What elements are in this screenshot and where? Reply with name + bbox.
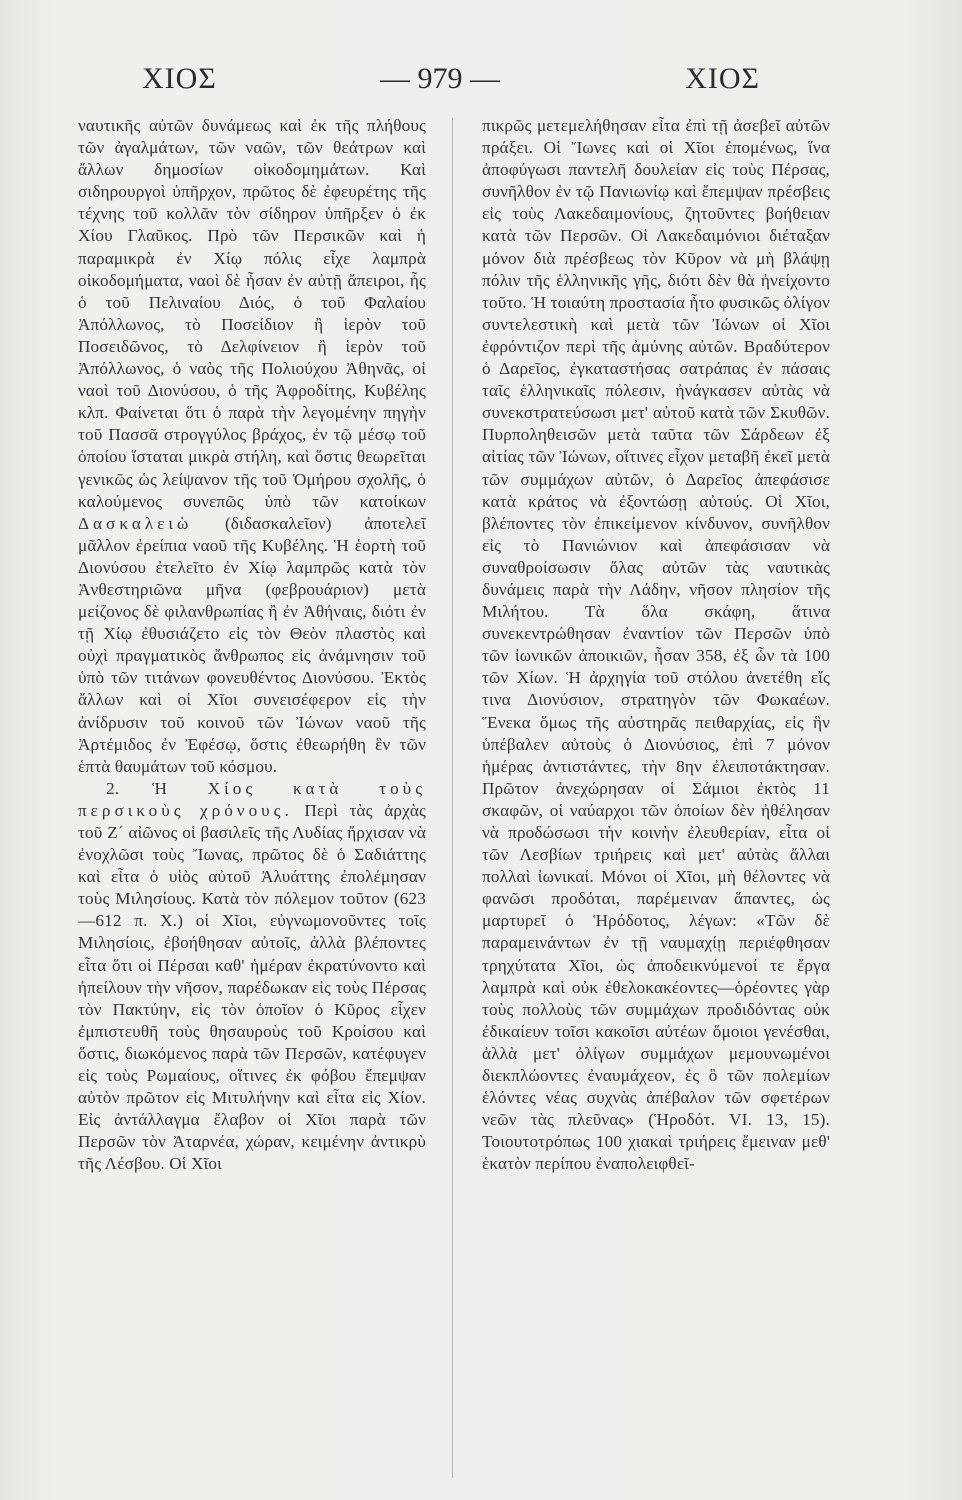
section-number: 2. — [106, 778, 120, 798]
right-column — [482, 115, 830, 1176]
page-header — [80, 62, 850, 106]
left-text-1-rest: (διδασκαλεῖον) ἀποτελεῖ μᾶλλον ἐρείπια ναοῦ τῆς Κυβέλης. Ἡ ἑορτὴ τοῦ Διονύσου ἐτελεῖτο ἐν Χίῳ λαμπρῶς κατὰ τὸν Ἀνθεστηριῶνα μῆνα (φεβρουάριον) μετὰ μείζονος δὲ φιλανθρωπίας ἢ ἐν Ἀθήναις, διότι ἐν τῇ Χίῳ ἐθυσιάζετο εἰς τὸν Θεὸν πλαστὸς καὶ οὐχὶ πραγματικὸς ἄνθρωπος εἰς ἀνάμνησιν τοῦ ὑπὸ τῶν τιτάνων φονευθέντος Διονύσου. Ἐκτὸς ἄλλων καὶ οἱ Χῖοι συνεισέφερον εἰς τὴν ἀνίδρυσιν τοῦ κοινοῦ τῶν Ἰώνων ναοῦ τῆς Ἀρτέμιδος ἐν Ἐφέσῳ, ὅστις ἐθεωρήθη ἓν τῶν ἑπτὰ θαυμάτων τοῦ κόσμου. — [78, 513, 427, 776]
left-column — [78, 115, 426, 1176]
page-number: — 979 — — [380, 62, 500, 95]
left-paragraph-1 — [78, 115, 426, 778]
column-divider — [452, 118, 453, 1478]
header-title-right: ΧΙΟΣ — [685, 62, 760, 95]
right-paragraph-1 — [482, 115, 830, 1176]
left-paragraph-2 — [78, 778, 426, 1176]
left-spaced-term: Δασκαλειὼ — [78, 513, 193, 533]
right-text-1: πικρῶς μετεμελήθησαν εἶτα ἐπὶ τῇ ἀσεβεῖ αὐτῶν πράξει. Οἱ Ἴωνες καὶ οἱ Χῖοι ἐπομένως, ἵνα ἀποφύγωσι παντελῆ δουλείαν εἰς τοὺς Πέρσας, συνῆλθον ἐν τῷ Πανιωνίῳ καὶ ἔπεμψαν πρέσβεις εἰς τοὺς Λακεδαιμονίους, ζητοῦντες βοήθειαν κατὰ τῶν Περσῶν. Οἱ Λακεδαιμόνιοι διέταξαν μόνον διὰ πρέσβεως τὸν Κῦρον νὰ μὴ βλάψῃ πόλιν τῆς ἑλληνικῆς γῆς, διότι δὲν θὰ ἠνείχοντο τοῦτο. Ἡ τοιαύτη προστασία ἦτο φυσικῶς ὀλίγον συντελεστικὴ καὶ μετὰ τῶν Ἰώνων οἱ Χῖοι ἐφρόντιζον περὶ τῆς ἀμύνης αὐτῶν. Βραδύτερον ὁ Δαρεῖος, ἐγκαταστήσας σατράπας ἐν πάσαις ταῖς ἑλληνικαῖς πόλεσιν, ἠνάγκασεν αὐτὰς νὰ συνεκστρατεύσωσι μετ' αὐτοῦ κατὰ τῶν Σκυθῶν. Πυρποληθεισῶν μετὰ ταῦτα τῶν Σάρδεων ἐξ αἰτίας τῶν Ἰώνων, οἵτινες εἶχον μεταβῆ ἐκεῖ μετὰ τῶν συμμάχων αὐτῶν, ὁ Δαρεῖος ἀπεφάσισε κατὰ κράτος νὰ ἐξοντώσῃ αὐτούς. Οἱ Χῖοι, βλέποντες τὸν ἐπικείμενον κίνδυνον, συνῆλθον εἰς τὸ Πανιώνιον καὶ ἀπεφάσισαν νὰ συναθροίσωσιν ὅλας αὐτῶν τὰς ναυτικὰς δυνάμεις παρὰ τὴν Λάδην, νῆσον πλησίον τῆς Μιλήτου. Τὰ ὅλα σκάφη, ἅτινα συνεκεντρώθησαν ἐναντίον τῶν Περσῶν ὑπὸ τῶν ἰωνικῶν ἀποικιῶν, ἦσαν 358, ἐξ ὧν τὰ 100 τῶν Χίων. Ἡ ἀρχηγία τοῦ στόλου ἀνετέθη εἴς τινα Διονύσιον, στρατηγὸν τῶν Φωκαέων. Ἕνεκα ὅμως τῆς αὐστηρᾶς πειθαρχίας, εἰς ἣν ὑπέβαλεν αὐτοὺς ὁ Διονύσιος, ἐπὶ 7 μόνον ἡμέρας ἀντιστάντες, τὴν 8ην ἐλειποτάκτησαν. Πρῶτον ἀνεχώρησαν οἱ Σάμιοι ἐκτὸς 11 σκαφῶν, οἱ ναύαρχοι τῶν ὁποίων δὲν ἠθέλησαν νὰ προδώσωσι τὴν κοινὴν ἐλευθερίαν, εἶτα οἱ τῶν Λεσβίων τριήρεις καὶ μετ' αὐτὰς ἄλλαι πολλαὶ ἰωνικαί. Μόνοι οἱ Χῖοι, μὴ θέλοντες νὰ φανῶσι προδόται, παρέμειναν ἅπαντες, ὡς μαρτυρεῖ ὁ Ἡρόδοτος, λέγων: «Τῶν δὲ παραμεινάντων ἐν τῇ ναυμαχίῃ περιέφθησαν τρηχύτατα Χῖοι, ὡς ἀποδεικνύμενοί τε ἔργα λαμπρὰ καὶ οὐκ ἐθελοκακέοντες—ὁρέοντες γὰρ τοὺς πολλοὺς τῶν συμμάχων προδιδόντας οὐκ ἐδικαίευν τοῖσι κακοῖσι αὐτέων ὅμοιοι γενέσθαι, ἀλλὰ μετ' ὀλίγων συμμάχων μεμουνωμένοι διεκπλώοντες ἐναυμάχεον, ἐς ὃ τῶν πολεμίων ἑλόντες νέας συχνὰς ἀπέβαλον τῶν σφετέρων νεῶν τὰς πλεῦνας» (Ἡροδότ. VI. 13, 15). Τοιουτοτρόπως 100 χιακαὶ τριήρεις ἔμειναν μεθ' ἑκατὸν περίπου ἐναπολειφθεῖ- — [482, 116, 830, 1174]
section-heading: Ἡ Χίος κατὰ τοὺς περσικοὺς χρόνους. — [78, 778, 426, 820]
header-title-left: ΧΙΟΣ — [142, 62, 217, 95]
left-text-2: Περὶ τὰς ἀρχὰς τοῦ Ζ´ αἰῶνος οἱ βασιλεῖς τῆς Λυδίας ἤρχισαν νὰ ἐνοχλῶσι τοὺς Ἴωνας, πρῶτος δὲ ὁ Σαδιάττης καὶ εἶτα ὁ υἱὸς αὐτοῦ Ἀλυάττης ἐπολέμησαν τοὺς Μιλησίους. Κατὰ τὸν πόλεμον τοῦτον (623—612 π. Χ.) οἱ Χῖοι, εὐγνωμονοῦντες τοῖς Μιλησίοις, ἐβοήθησαν αὐτοῖς, ἀλλὰ βλέποντες εἶτα ὅτι οἱ Πέρσαι καθ' ἡμέραν ἐκρατύνοντο καὶ ἠπείλουν τὴν νῆσον, παρέδωκαν εἰς τοὺς Πέρσας τὸν Πακτύην, εἰς τὸν ὁποῖον ὁ Κῦρος εἶχεν ἐμπιστευθῆ τοὺς θησαυροὺς τοῦ Κροίσου καὶ ὅστις, διωκόμενος παρὰ τῶν Περσῶν, κατέφυγεν εἰς τοὺς Ρωμαίους, οἵτινες ἐκ φόβου ἔπεμψαν αὐτὸν πρῶτον εἰς Μιτυλήνην καὶ εἶτα εἰς Χίον. Εἰς ἀντάλλαγμα ἔλαβον οἱ Χῖοι παρὰ τῶν Περσῶν τὸν Ἀταρνέα, χώραν, κειμένην ἀντικρὺ τῆς Λέσβου. Οἱ Χῖοι — [78, 800, 426, 1174]
left-text-1: ναυτικῆς αὐτῶν δυνάμεως καὶ ἐκ τῆς πλήθους τῶν ἀγαλμάτων, τῶν ναῶν, τῶν θεάτρων καὶ ἄλλων δημοσίων οἰκοδομημάτων. Καὶ σιδηρουργοὶ ὑπῆρχον, πρῶτος δὲ ἐφευρέτης τῆς τέχνης τοῦ κολλᾶν τὸν σίδηρον ὑπῆρξεν ὁ ἐκ Χίου Γλαῦκος. Πρὸ τῶν Περσικῶν καὶ ἡ παραμικρὰ ἐν Χίῳ πόλις εἶχε λαμπρὰ οἰκοδομήματα, ναοὶ δὲ ἦσαν ἐν αὐτῇ ἄπειροι, ἧς ὁ τοῦ Πελιναίου Διός, ὁ τοῦ Φαλαίου Ἀπόλλωνος, τὸ Ποσείδιον ἢ ἱερὸν τοῦ Ποσειδῶνος, τὸ Δελφίνειον ἢ ἱερὸν τοῦ Ἀπόλλωνος, ὁ ναὸς τῆς Πολιούχου Ἀθηνᾶς, οἱ ναοὶ τοῦ Διονύσου, ὁ τῆς Ἀφροδίτης, Κυβέλης κλπ. Φαίνεται ὅτι ὁ παρὰ τὴν λεγομένην πηγὴν τοῦ Πασσᾶ στρογγύλος βράχος, ἐν τῷ μέσῳ τοῦ ὁποίου ἵσταται μικρὰ στήλη, καὶ ὅστις θεωρεῖται γενικῶς ὡς λείψανον τῆς τοῦ Ὁμήρου σχολῆς, ὁ καλούμενος συνεπῶς ὑπὸ τῶν κατοίκων — [78, 116, 426, 511]
